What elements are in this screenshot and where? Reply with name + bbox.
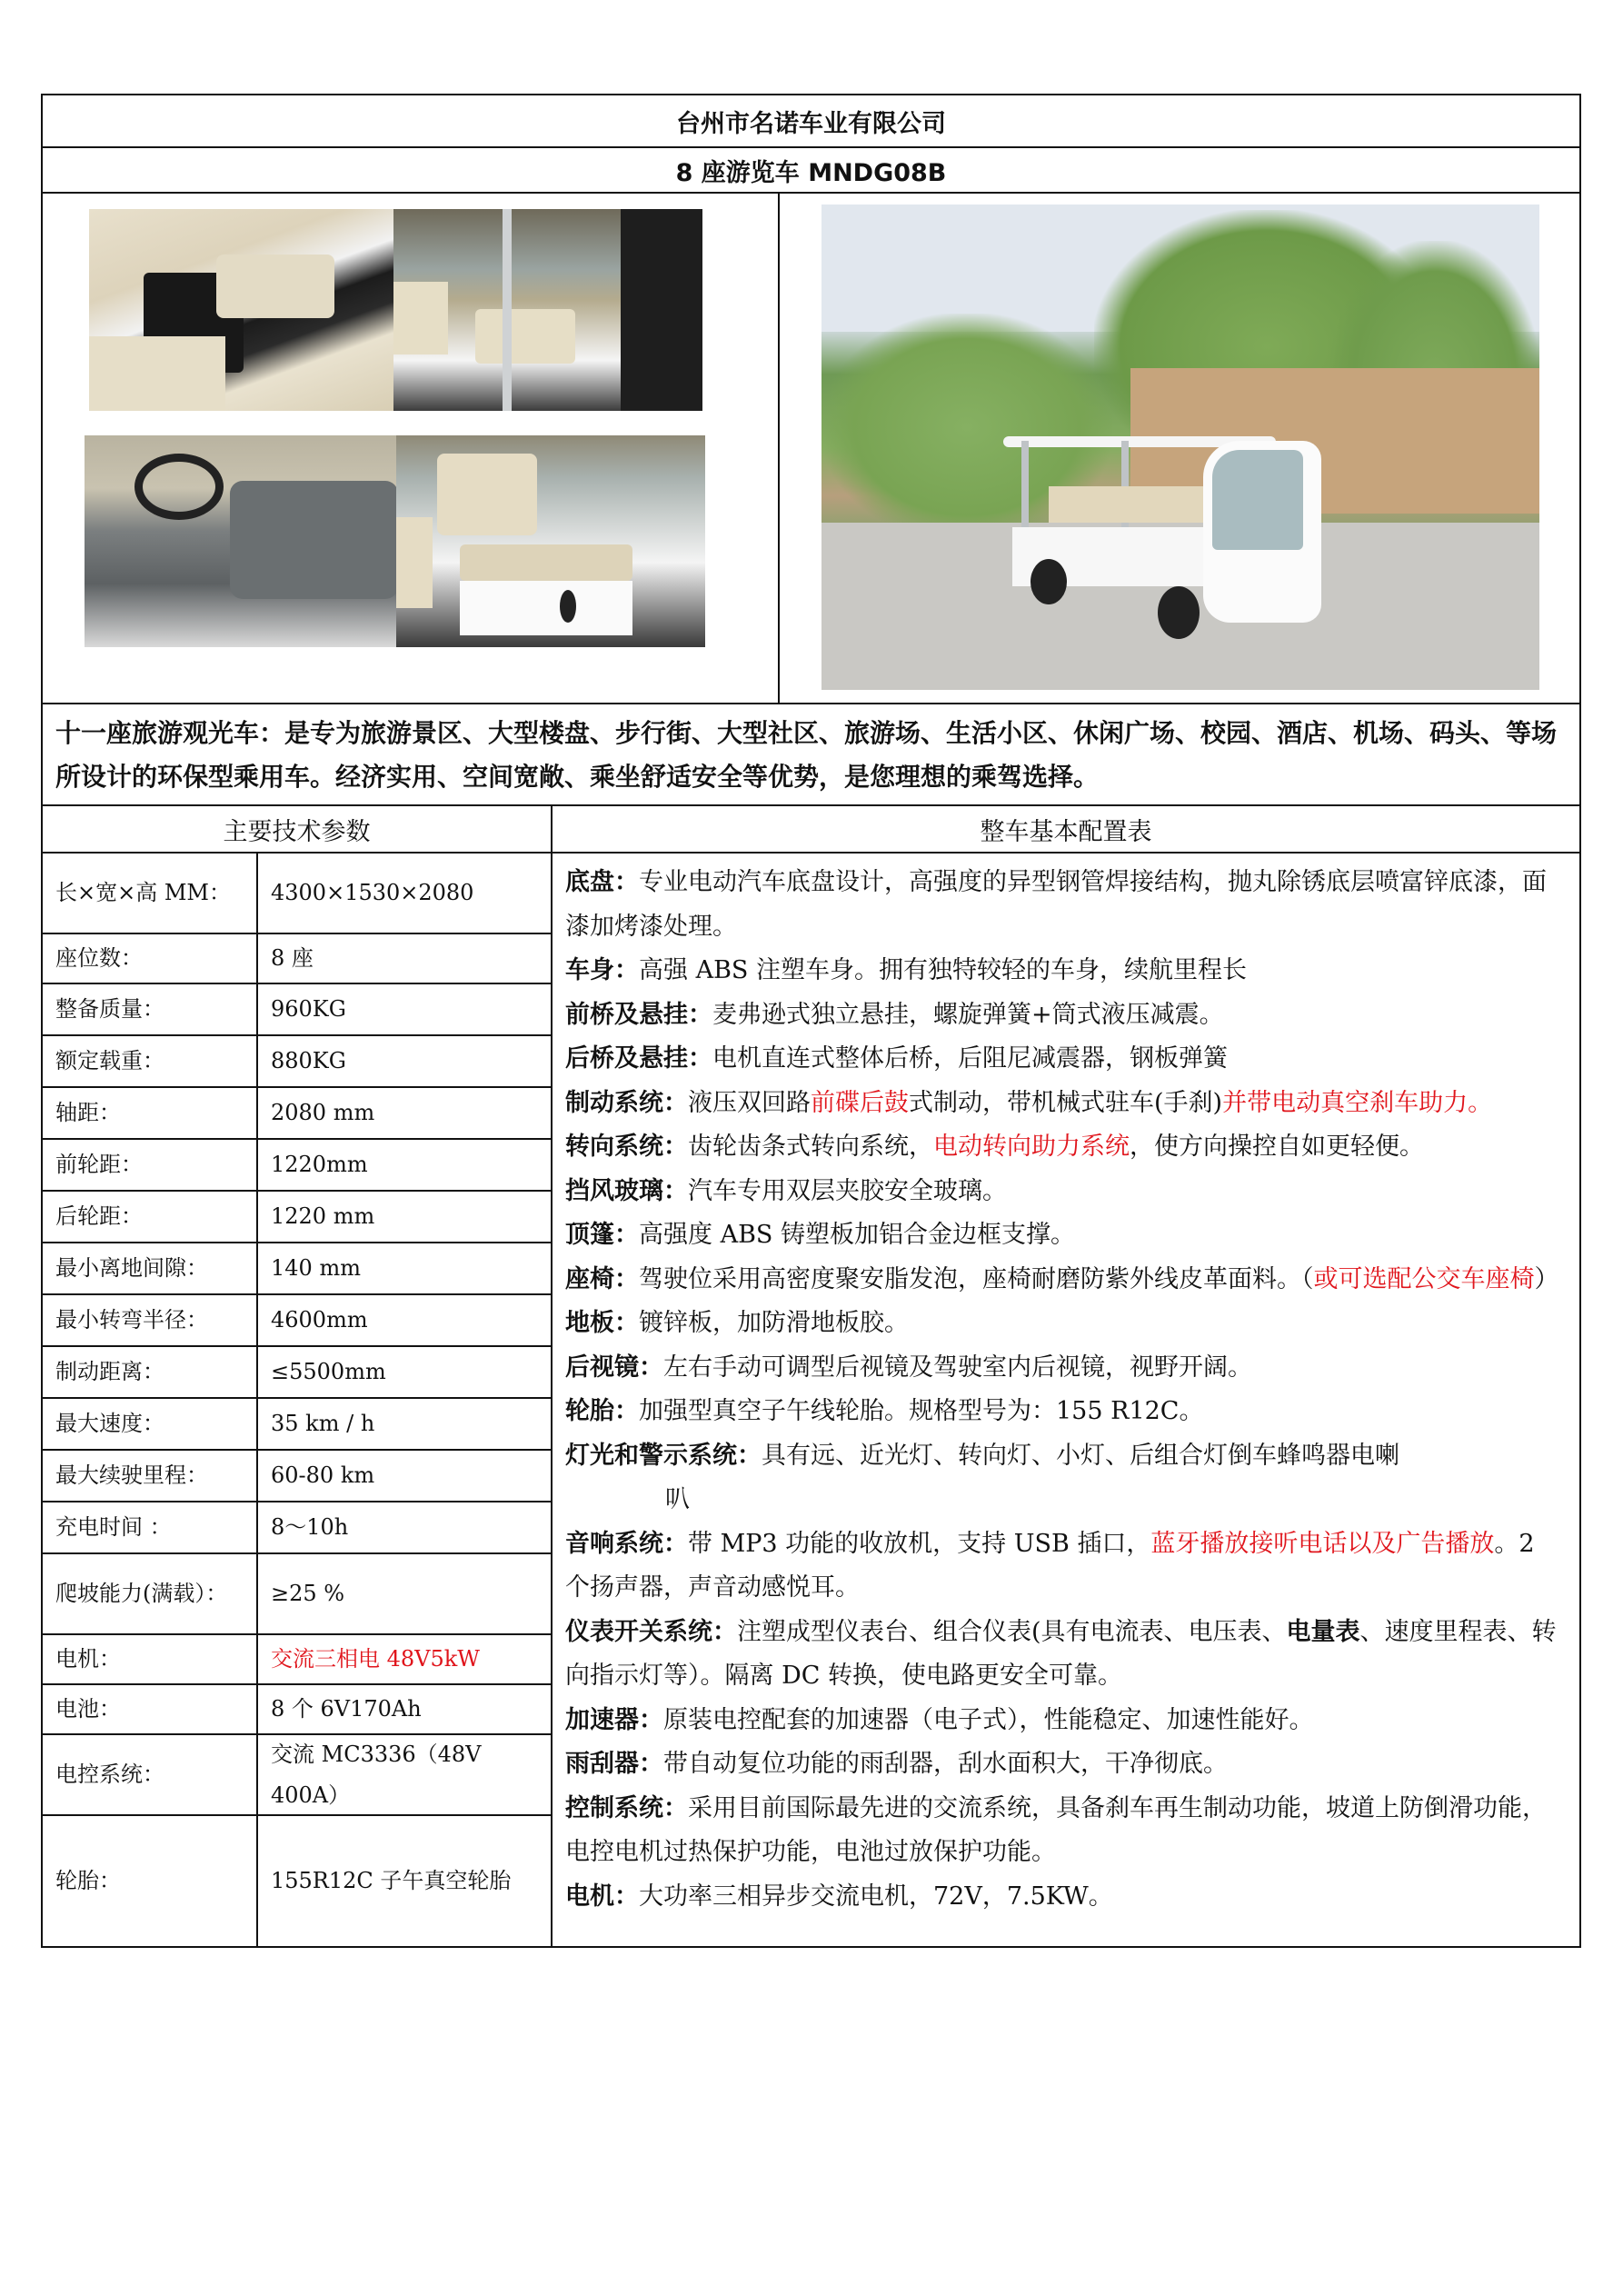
spec-value: 交流三相电 48V5kW: [271, 1646, 480, 1672]
spec-row: [43, 1036, 551, 1088]
spec-sheet-table: [41, 94, 1581, 1948]
spec-label: 前轮距：: [43, 1140, 258, 1190]
config-item: [565, 861, 1567, 949]
spec-label: 电机：: [43, 1635, 258, 1683]
config-key: 挡风玻璃：: [565, 1176, 688, 1205]
config-key: 制动系统：: [565, 1088, 688, 1117]
config-text: 具有远、近光灯、转向灯、小灯、后组合灯倒车蜂鸣器电喇: [762, 1441, 1399, 1470]
config-key: 轮胎：: [565, 1397, 639, 1425]
config-key: 音响系统：: [565, 1529, 688, 1558]
spec-label: 电控系统：: [43, 1735, 258, 1814]
config-text: 镀锌板，加防滑地板胶。: [639, 1309, 909, 1337]
spec-value: 35 km / h: [271, 1411, 375, 1436]
config-item: [565, 1742, 1567, 1787]
config-item: [565, 1213, 1567, 1258]
config-bold: 电量表: [1286, 1617, 1360, 1646]
spec-value: 2080 mm: [271, 1100, 375, 1125]
spec-row: [43, 1816, 551, 1946]
spec-label: 整备质量：: [43, 984, 258, 1034]
config-text: 采用目前国际最先进的交流系统，具备刹车再生制动功能，坡道上防倒滑功能，电控电机过热保护功能，电池过放保护功能。: [565, 1793, 1547, 1866]
config-item: [565, 1434, 1567, 1479]
spec-config-grid: [43, 806, 1579, 1946]
vehicle-photo-panel: [780, 194, 1579, 703]
interior-photo-grid: [43, 194, 780, 703]
spec-row: [43, 1347, 551, 1399]
spec-value: 155R12C 子午真空轮胎: [271, 1868, 512, 1893]
config-item: [565, 1082, 1567, 1126]
spec-row: [43, 1451, 551, 1502]
spec-row: [43, 1554, 551, 1635]
model-title-row: [43, 148, 1579, 194]
config-highlight: 电动转向助力系统: [933, 1133, 1130, 1161]
config-key: 雨刮器：: [565, 1750, 663, 1778]
spec-value: 8 座: [271, 945, 314, 971]
config-item: [565, 1787, 1567, 1875]
config-item: [565, 1390, 1567, 1434]
spec-label: 最小离地间隙：: [43, 1243, 258, 1293]
spec-value: 8 个 6V170Ah: [271, 1696, 422, 1722]
config-key: 仪表开关系统：: [565, 1617, 737, 1646]
config-item: [565, 1302, 1567, 1346]
spec-label: 制动距离：: [43, 1347, 258, 1397]
spec-value: 1220 mm: [271, 1203, 375, 1229]
config-item: [565, 1699, 1567, 1743]
config-item: [565, 1170, 1567, 1214]
config-text: 大功率三相异步交流电机，72V，7.5KW。: [639, 1882, 1113, 1911]
config-text: 左右手动可调型后视镜及驾驶室内后视镜，视野开阔。: [663, 1353, 1252, 1382]
spec-row: [43, 1735, 551, 1816]
config-text: 驾驶位采用高密度聚安脂发泡，座椅耐磨防紫外线皮革面料。（: [639, 1264, 1314, 1293]
config-highlight: 并带电动真空刹车助力。: [1222, 1088, 1493, 1117]
spec-row: [43, 934, 551, 984]
tech-specs-rows: [43, 854, 551, 1946]
config-item: [565, 1611, 1567, 1699]
spec-value: 880KG: [271, 1048, 346, 1073]
config-text: 专业电动汽车底盘设计，高强度的异型钢管焊接结构，抛丸除锈底层喷富锌底漆，面漆加烤漆处理。: [565, 868, 1547, 941]
config-text: 注塑成型仪表台、组合仪表(具有电流表、电压表、: [737, 1617, 1287, 1646]
spec-label: 轴距：: [43, 1088, 258, 1138]
config-item: [565, 1258, 1567, 1303]
config-key: 后视镜：: [565, 1353, 663, 1382]
spec-value: ≥25 %: [271, 1581, 345, 1606]
config-key: 车身：: [565, 956, 639, 984]
config-item: [565, 1346, 1567, 1391]
vehicle-exterior-photo: [821, 205, 1539, 690]
config-key: 控制系统：: [565, 1793, 688, 1822]
config-text: 齿轮齿条式转向系统，: [688, 1133, 933, 1161]
spec-row: [43, 984, 551, 1036]
spec-label: 后轮距：: [43, 1192, 258, 1242]
spec-value: 60-80 km: [271, 1462, 375, 1488]
spec-row: [43, 1088, 551, 1140]
spec-row: [43, 1685, 551, 1735]
config-highlight: 蓝牙播放接听电话以及广告播放: [1150, 1529, 1495, 1558]
spec-label: 电池：: [43, 1685, 258, 1733]
config-text: 电机直连式整体后桥，后阻尼减震器，钢板弹簧: [712, 1044, 1228, 1073]
config-text: 高强度 ABS 铸塑板加铝合金边框支撑。: [639, 1221, 1076, 1249]
intro-paragraph: [43, 704, 1579, 806]
company-name: 台州市名诺车业有限公司: [676, 109, 946, 138]
config-item: [565, 949, 1567, 993]
config-text: 带 MP3 功能的收放机，支持 USB 插口，: [688, 1529, 1151, 1558]
spec-label: 最大续驶里程：: [43, 1451, 258, 1501]
spec-label: 座位数：: [43, 934, 258, 983]
spec-value: 4600mm: [271, 1307, 368, 1333]
spec-label: 最小转弯半径：: [43, 1295, 258, 1345]
config-highlight: 前碟后鼓: [811, 1088, 909, 1117]
spec-label: 最大速度：: [43, 1399, 258, 1449]
config-text: 原装电控配套的加速器（电子式），性能稳定、加速性能好。: [663, 1705, 1314, 1734]
intro-text: 十一座旅游观光车：是专为旅游景区、大型楼盘、步行街、大型社区、旅游场、生活小区、休闲广场、校园、酒店、机场、码头、等场所设计的环保型乘用车。经济实用、空间宽敞、乘坐舒适安全等优势，是您理想的乘驾选择。: [55, 718, 1558, 792]
config-text: ）: [1534, 1264, 1559, 1293]
spec-value: 8～10h: [271, 1514, 349, 1540]
config-text: 带自动复位功能的雨刮器，刮水面积大，干净彻底。: [663, 1750, 1228, 1778]
config-key: 顶篷：: [565, 1221, 639, 1249]
spec-label: 充电时间 ：: [43, 1502, 258, 1552]
config-key: 转向系统：: [565, 1133, 688, 1161]
config-heading: 整车基本配置表: [553, 806, 1579, 854]
spec-row: [43, 1192, 551, 1243]
spec-row: [43, 1295, 551, 1347]
config-key: 后桥及悬挂：: [565, 1044, 712, 1073]
rear-bench-photo: [396, 435, 705, 647]
spec-value: 1220mm: [271, 1152, 368, 1177]
config-text: 麦弗逊式独立悬挂，螺旋弹簧+筒式液压减震。: [712, 1000, 1224, 1029]
config-text: ，使方向操控自如更轻便。: [1130, 1133, 1424, 1161]
config-item: [565, 1522, 1567, 1611]
config-items: [553, 854, 1579, 1922]
spec-row: [43, 1502, 551, 1554]
config-text: 液压双回路: [688, 1088, 811, 1117]
company-title-row: [43, 95, 1579, 148]
spec-value: 交流 MC3336（48V 400A）: [271, 1741, 482, 1808]
config-text: 。2 个扬声器，声音动感悦耳。: [565, 1529, 1535, 1602]
spec-label: 额定载重：: [43, 1036, 258, 1086]
config-item: [565, 1037, 1567, 1082]
spec-value: 960KG: [271, 996, 346, 1022]
spec-label: 长×宽×高 MM：: [43, 854, 258, 933]
config-item: [565, 993, 1567, 1038]
interior-seats-photo: [393, 209, 702, 411]
spec-row: [43, 1140, 551, 1192]
config-key: 灯光和警示系统：: [565, 1441, 762, 1470]
interior-console-photo: [89, 209, 393, 411]
tech-specs-heading: 主要技术参数: [43, 806, 551, 854]
config-key: 地板：: [565, 1309, 639, 1337]
photo-row: [43, 194, 1579, 704]
spec-label: 轮胎：: [43, 1816, 258, 1946]
config-item-continuation: 叭: [665, 1485, 690, 1513]
config-text: 加强型真空子午线轮胎。规格型号为：155 R12C。: [639, 1397, 1204, 1425]
config-key: 电机：: [565, 1882, 639, 1911]
config-text: 、速度里程表、转向指示灯等）。隔离 DC 转换，使电路更安全可靠。: [565, 1617, 1557, 1690]
config-item: [565, 1125, 1567, 1170]
tech-specs-column: [43, 806, 553, 1946]
spec-value: 140 mm: [271, 1255, 361, 1281]
config-item: [565, 1875, 1567, 1920]
config-key: 座椅：: [565, 1264, 639, 1293]
spec-row: [43, 1399, 551, 1451]
config-text: 高强 ABS 注塑车身。拥有独特较轻的车身，续航里程长: [639, 956, 1248, 984]
config-highlight: 或可选配公交车座椅: [1313, 1264, 1535, 1293]
config-text: 式制动，带机械式驻车(手刹): [909, 1088, 1223, 1117]
spec-row: [43, 1635, 551, 1685]
spec-row: [43, 854, 551, 934]
spec-row: [43, 1243, 551, 1295]
config-key: 前桥及悬挂：: [565, 1000, 712, 1029]
model-title: 8 座游览车 MNDG08B: [675, 158, 947, 187]
config-key: 底盘：: [565, 868, 639, 896]
spec-label: 爬坡能力(满载）：: [43, 1554, 258, 1633]
dashboard-photo: [85, 435, 398, 647]
config-text: 汽车专用双层夹胶安全玻璃。: [688, 1176, 1007, 1205]
config-column: [553, 806, 1579, 1946]
spec-value: 4300×1530×2080: [271, 880, 474, 905]
spec-value: ≤5500mm: [271, 1359, 386, 1384]
config-key: 加速器：: [565, 1705, 663, 1734]
